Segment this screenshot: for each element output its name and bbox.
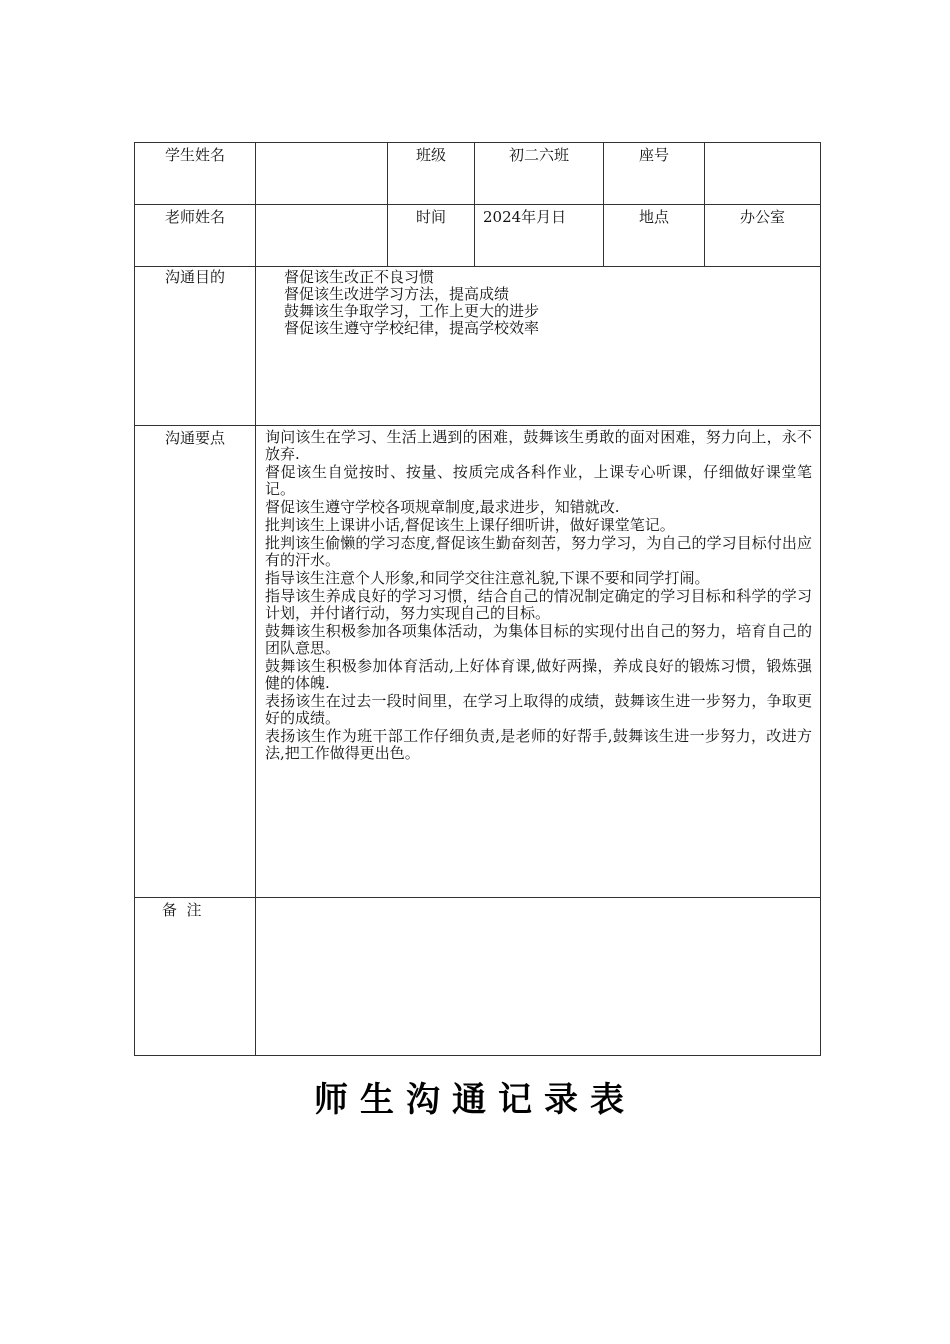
communication-record-table bbox=[134, 142, 821, 1056]
purpose-item: 督促该生改进学习方法，提高成绩 bbox=[284, 285, 510, 303]
label-time: 时间 bbox=[388, 205, 475, 267]
row-key-points bbox=[135, 426, 821, 898]
key-point-item: 表扬该生在过去一段时间里，在学习上取得的成绩，鼓舞该生进一步努力，争取更好的成绩。 bbox=[265, 692, 812, 727]
key-point-item: 鼓舞该生积极参加各项集体活动，为集体目标的实现付出自己的努力，培育自己的团队意思。 bbox=[265, 622, 812, 657]
document-title: 师生沟通记录表 bbox=[314, 1080, 636, 1120]
purpose-item: 督促该生遵守学校纪律，提高学校效率 bbox=[284, 319, 540, 337]
label-key-points: 沟通要点 bbox=[135, 426, 256, 898]
key-point-item: 批判该生上课讲小话,督促该生上课仔细听讲，做好课堂笔记。 bbox=[265, 516, 675, 534]
key-point-item: 表扬该生作为班干部工作仔细负责,是老师的好帮手,鼓舞该生进一步努力，改进方法,把工作做得更出色。 bbox=[265, 727, 812, 762]
label-class: 班级 bbox=[388, 143, 475, 205]
key-point-item: 督促该生遵守学校各项规章制度,最求进步，知错就改. bbox=[265, 498, 620, 516]
label-place: 地点 bbox=[604, 205, 705, 267]
value-remarks bbox=[256, 898, 821, 1056]
key-point-item: 督促该生自觉按时、按量、按质完成各科作业，上课专心听课，仔细做好课堂笔记。 bbox=[265, 463, 812, 498]
value-class: 初二六班 bbox=[475, 143, 604, 205]
row-purpose bbox=[135, 267, 821, 426]
key-point-item: 鼓舞该生积极参加体育活动,上好体育课,做好两操，养成良好的锻炼习惯，锻炼强健的体魄. bbox=[265, 657, 812, 692]
value-teacher-name bbox=[256, 205, 388, 267]
label-teacher-name: 老师姓名 bbox=[135, 205, 256, 267]
value-time: 2024年月日 bbox=[475, 205, 604, 267]
purpose-item: 鼓舞该生争取学习，工作上更大的进步 bbox=[284, 302, 540, 320]
label-seat: 座号 bbox=[604, 143, 705, 205]
value-student-name bbox=[256, 143, 388, 205]
value-place: 办公室 bbox=[705, 205, 821, 267]
label-remarks: 备 注 bbox=[135, 898, 256, 1056]
key-point-item: 批判该生偷懒的学习态度,督促该生勤奋刻苦，努力学习，为自己的学习目标付出应有的汗水。 bbox=[265, 534, 812, 569]
row-remarks bbox=[135, 898, 821, 1056]
label-purpose: 沟通目的 bbox=[135, 267, 256, 426]
purpose-item: 督促该生改正不良习惯 bbox=[284, 268, 435, 286]
key-point-item: 指导该生养成良好的学习习惯，结合自己的情况制定确定的学习目标和科学的学习计划，并付诸行动，努力实现自己的目标。 bbox=[265, 587, 812, 622]
value-seat bbox=[705, 143, 821, 205]
label-student-name: 学生姓名 bbox=[135, 143, 256, 205]
key-point-item: 指导该生注意个人形象,和同学交往注意礼貌,下课不要和同学打闹。 bbox=[265, 569, 710, 587]
row-student bbox=[135, 143, 821, 205]
row-teacher bbox=[135, 205, 821, 267]
key-point-item: 询问该生在学习、生活上遇到的困难，鼓舞该生勇敢的面对困难，努力向上，永不放弃. bbox=[265, 428, 812, 463]
purpose-list bbox=[256, 267, 821, 426]
key-points-list bbox=[256, 426, 821, 898]
